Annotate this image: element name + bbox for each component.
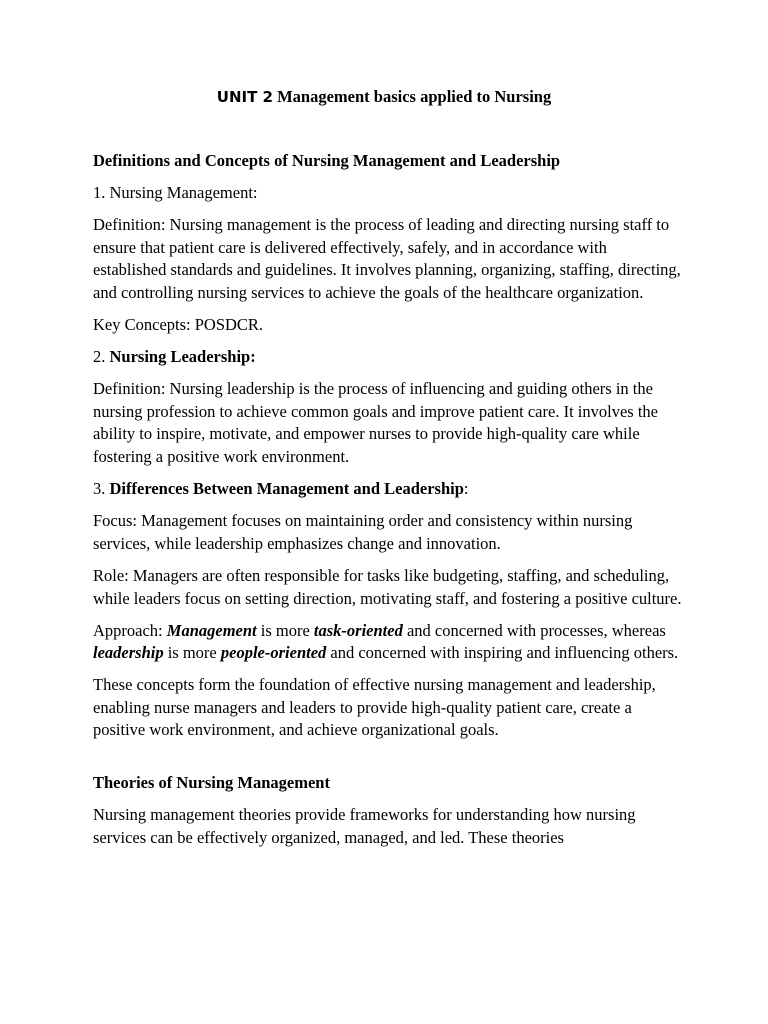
title-text: Management basics applied to Nursing <box>272 87 552 106</box>
approach-paragraph <box>93 620 683 665</box>
approach-text: is more <box>256 620 314 640</box>
item-nursing-leadership-label: Nursing Leadership: <box>109 347 256 367</box>
approach-text: and concerned with processes, whereas <box>402 620 666 640</box>
emphasis-management: Management <box>166 620 257 640</box>
section-heading-definitions: Definitions and Concepts of Nursing Management and Leadership <box>93 151 561 170</box>
item-nursing-leadership <box>93 346 683 369</box>
emphasis-task-oriented: task-oriented <box>313 620 403 640</box>
emphasis-leadership: leadership <box>93 643 164 663</box>
section-heading-theories: Theories of Nursing Management <box>93 773 330 793</box>
approach-text: and concerned with inspiring and influencing others. <box>326 643 679 663</box>
page-title <box>0 86 768 108</box>
item-nursing-management-label: 1. Nursing Management: <box>93 183 258 203</box>
item-differences-label: Differences Between Management and Leadership <box>109 479 464 499</box>
approach-lead: Approach: <box>93 620 167 640</box>
approach-text: is more <box>163 643 221 663</box>
nursing-management-definition: Definition: Nursing management is the process of leading and directing nursing staff to ensure that patient care is delivered effectively, safely, and in accordance with established standards and guidelines. It involves planning, organizing, staffing, directing, and controlling nursing services to achieve the goals of the healthcare organization. <box>93 215 681 302</box>
key-concepts: Key Concepts: POSDCR. <box>93 315 264 335</box>
item-differences <box>93 478 683 501</box>
role-paragraph: Role: Managers are often responsible for tasks like budgeting, staffing, and scheduling, while leaders focus on setting direction, motivating staff, and fostering a positive culture. <box>93 565 682 608</box>
summary-paragraph: These concepts form the foundation of effective nursing management and leadership, enabling nurse managers and leaders to provide high-quality patient care, create a positive work environment, and achieve organizational goals. <box>93 675 656 740</box>
theories-intro-paragraph: Nursing management theories provide frameworks for understanding how nursing services can be effectively organized, managed, and led. These theories <box>93 805 636 847</box>
document-body <box>93 150 683 859</box>
emphasis-people-oriented: people-oriented <box>220 643 327 663</box>
item-number: 2. <box>93 347 110 367</box>
item-colon: : <box>463 479 469 499</box>
nursing-leadership-definition: Definition: Nursing leadership is the process of influencing and guiding others in the nursing profession to achieve common goals and improve patient care. It involves the ability to inspire, motivate, and empower nurses to provide high-quality care while fostering a positive work environment. <box>93 379 658 467</box>
title-unit-label: UNIT 2 <box>216 88 273 106</box>
item-number: 3. <box>93 479 110 499</box>
focus-paragraph: Focus: Management focuses on maintaining order and consistency within nursing services, while leadership emphasizes change and innovation. <box>93 511 633 553</box>
